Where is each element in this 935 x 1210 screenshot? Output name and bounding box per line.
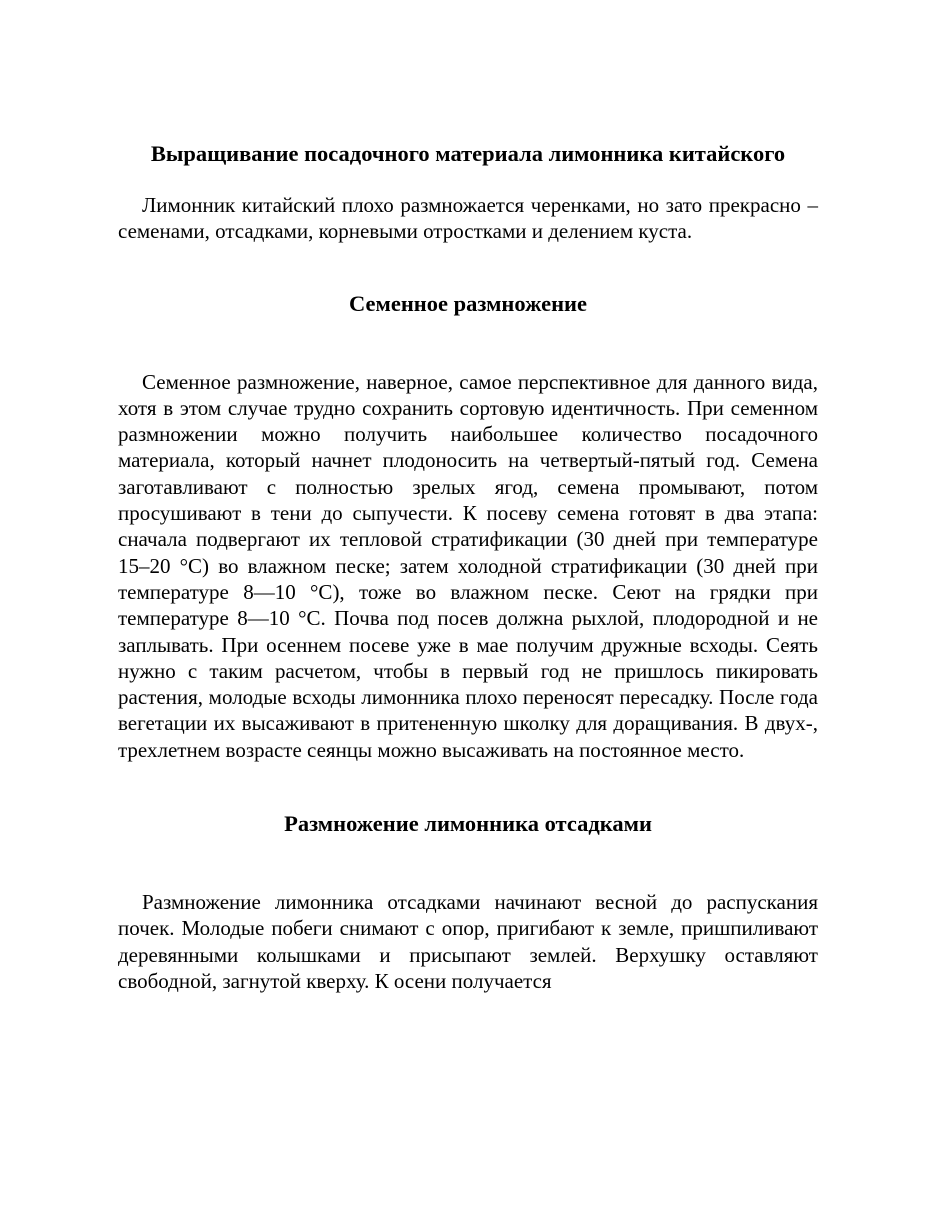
document-title: Выращивание посадочного материала лимонника китайского xyxy=(150,141,786,166)
seed-propagation-paragraph: Семенное размножение, наверное, самое перспективное для данного вида, хотя в этом случае трудно сохранить сортовую идентичность. При семенном размножении можно получить наибольшее количество посадочного материала, который начнет плодоносить на четвертый-пятый год. Семена заготавливают с полностью зрелых ягод, семена промывают, потом просушивают в тени до сыпучести. К посеву семена готовят в два этапа: сначала подвергают их тепловой стратификации (30 дней при температуре 15–20 °С) во влажном песке; затем холодной стратификации (30 дней при температуре 8—10 °С), тоже во влажном песке. Сеют на грядки при температуре 8—10 °С. Почва под посев должна рыхлой, плодородной и не заплывать. При осеннем посеве уже в мае получим дружные всходы. Сеять нужно с таким расчетом, чтобы в первый год не пришлось пикировать растения, молодые всходы лимонника плохо переносят пересадку. После года вегетации их высаживают в притененную школку для доращивания. В двух-, трехлетнем возрасте сеянцы можно высаживать на постоянное место. xyxy=(118,369,818,762)
document-page xyxy=(118,138,818,994)
layering-propagation-paragraph: Размножение лимонника отсадками начинают весной до распускания почек. Молодые побеги снимают с опор, пригибают к земле, пришпиливают деревянными колышками и присыпают землей. Верхушку оставляют свободной, загнутой кверху. К осени получается xyxy=(118,890,818,993)
section-heading-layering-propagation: Размножение лимонника отсадками xyxy=(284,811,652,837)
intro-paragraph: Лимонник китайский плохо размножается черенками, но зато прекрасно – семенами, отсадками, корневыми отростками и делением куста. xyxy=(118,193,818,244)
section-heading-seed-propagation: Семенное размножение xyxy=(349,290,587,316)
